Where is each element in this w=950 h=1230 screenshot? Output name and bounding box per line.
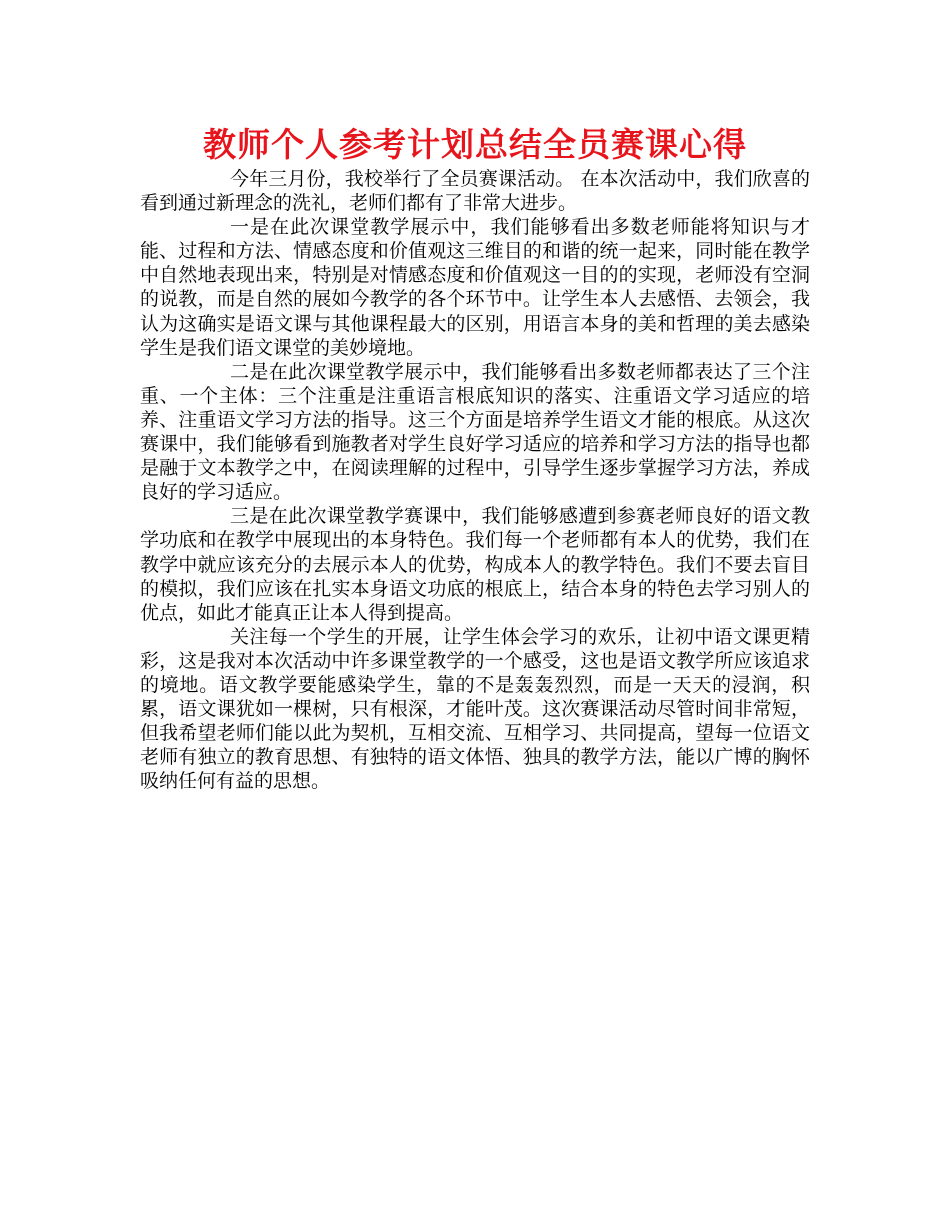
paragraph-intro: 今年三月份，我校举行了全员赛课活动。 在本次活动中，我们欣喜的看到通过新理念的洗礼，老师们都有了非常大进步。	[140, 168, 810, 215]
document-title: 教师个人参考计划总结全员赛课心得	[203, 125, 747, 164]
paragraph-point-one: 一是在此次课堂教学展示中，我们能够看出多数老师能将知识与才能、过程和方法、情感态度和价值观这三维目的和谐的统一起来，同时能在教学中自然地表现出来，特别是对情感态度和价值观这一目的的实现，老师没有空洞的说教，而是自然的展如今教学的各个环节中。让学生本人去感悟、去领会，我认为这确实是语文课与其他课程最大的区别，用语言本身的美和哲理的美去感染学生是我们语文课堂的美妙境地。	[140, 216, 810, 359]
document-body	[140, 167, 810, 793]
paragraph-point-two: 二是在此次课堂教学展示中，我们能够看出多数老师都表达了三个注重、一个主体：三个注重是注重语言根底知识的落实、注重语文学习适应的培养、注重语文学习方法的指导。这三个方面是培养学生语文才能的根底。从这次赛课中，我们能够看到施教者对学生良好学习适应的培养和学习方法的指导也都是融于文本教学之中，在阅读理解的过程中，引导学生逐步掌握学习方法，养成良好的学习适应。	[140, 360, 810, 504]
paragraph-point-three: 三是在此次课堂教学赛课中，我们能够感遭到参赛老师良好的语文教学功底和在教学中展现出的本身特色。我们每一个老师都有本人的优势，我们在教学中就应该充分的去展示本人的优势，构成本人的教学特色。我们不要去盲目的模拟，我们应该在扎实本身语文功底的根底上，结合本身的特色去学习别人的优点，如此才能真正让本人得到提高。	[140, 505, 810, 624]
paragraph-conclusion: 关注每一个学生的开展，让学生体会学习的欢乐，让初中语文课更精彩，这是我对本次活动中许多课堂教学的一个感受，这也是语文教学所应该追求的境地。语文教学要能感染学生，靠的不是轰轰烈烈，而是一天天的浸润，积累，语文课犹如一棵树，只有根深，才能叶茂。这次赛课活动尽管时间非常短，但我希望老师们能以此为契机，互相交流、互相学习、共同提高，望每一位语文老师有独立的教育思想、有独特的语文体悟、独具的教学方法，能以广博的胸怀吸纳任何有益的思想。	[140, 625, 810, 793]
